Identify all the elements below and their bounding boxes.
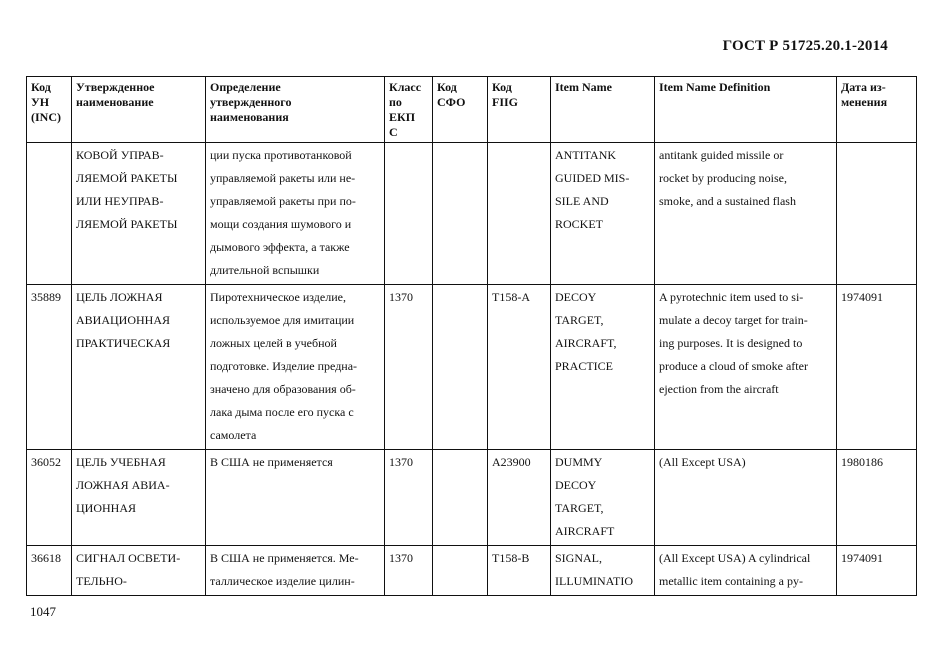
cell-text-line: ing purposes. It is designed to [659, 336, 803, 350]
header-text-line: наименование [76, 95, 154, 109]
table-row [27, 285, 917, 450]
cell-text-line: таллическое изделие цилин- [210, 574, 355, 588]
definition-cell [206, 450, 385, 546]
cell-text-line: antitank guided missile or [659, 148, 784, 162]
item-name-cell [551, 450, 655, 546]
cell-text-line: 36052 [31, 455, 61, 469]
definition-cell [206, 546, 385, 596]
cell-text-line: управляемой ракеты или не- [210, 171, 356, 185]
cell-text-line: длительной вспышки [210, 263, 320, 277]
cell-text-line: Пиротехническое изделие, [210, 290, 346, 304]
cell-text-line: ЦИОННАЯ [76, 501, 136, 515]
item-definition-cell [655, 143, 837, 285]
cell-text-line: 1370 [389, 290, 413, 304]
page-number: 1047 [30, 604, 56, 619]
header-text-line: менения [841, 95, 888, 109]
definition-cell [206, 285, 385, 450]
inc-code-cell [27, 546, 72, 596]
header-text-line: утвержденного [210, 95, 292, 109]
ekps-class-cell [385, 450, 433, 546]
cell-text-line: ИЛИ НЕУПРАВ- [76, 194, 164, 208]
fiig-code-cell [488, 546, 551, 596]
header-approved-name [72, 77, 206, 143]
cell-text-line: 36618 [31, 551, 61, 565]
header-text-line: Код [492, 80, 512, 94]
header-item-name [551, 77, 655, 143]
cell-text-line: A23900 [492, 455, 531, 469]
header-text-line: Item Name [555, 80, 612, 94]
cell-text-line: ции пуска противотанковой [210, 148, 352, 162]
header-change-date [837, 77, 917, 143]
approved-name-cell [72, 450, 206, 546]
cell-text-line: TARGET, [555, 501, 604, 515]
cell-text-line: ANTITANK [555, 148, 617, 162]
ekps-class-cell [385, 143, 433, 285]
item-name-cell [551, 546, 655, 596]
cell-text-line: ЛЯЕМОЙ РАКЕТЫ [76, 217, 178, 231]
cell-text-line: AIRCRAFT, [555, 336, 617, 350]
cell-text-line: smoke, and a sustained flash [659, 194, 796, 208]
cell-text-line: TARGET, [555, 313, 604, 327]
header-fiig-code [488, 77, 551, 143]
sfo-code-cell [433, 285, 488, 450]
cell-text-line: 1370 [389, 551, 413, 565]
cell-text-line: подготовке. Изделие предна- [210, 359, 358, 373]
cell-text-line: ложных целей в учебной [210, 336, 337, 350]
header-text-line: Код [437, 80, 457, 94]
table-header-row [27, 77, 917, 143]
header-text-line: (INC) [31, 110, 61, 124]
cell-text-line: ЦЕЛЬ ЛОЖНАЯ [76, 290, 163, 304]
header-text-line: по [389, 95, 402, 109]
cell-text-line: значено для образования об- [210, 382, 356, 396]
cell-text-line: 1980186 [841, 455, 883, 469]
cell-text-line: ejection from the aircraft [659, 382, 779, 396]
cell-text-line: SIGNAL, [555, 551, 602, 565]
item-name-cell [551, 285, 655, 450]
ekps-class-cell [385, 546, 433, 596]
table-body [27, 143, 917, 596]
header-definition [206, 77, 385, 143]
header-ekps-class [385, 77, 433, 143]
cell-text-line: AIRCRAFT [555, 524, 615, 538]
definition-cell [206, 143, 385, 285]
sfo-code-cell [433, 450, 488, 546]
cell-text-line: ЛЯЕМОЙ РАКЕТЫ [76, 171, 178, 185]
approved-name-cell [72, 546, 206, 596]
header-text-line: Класс [389, 80, 422, 94]
cell-text-line: 1974091 [841, 551, 883, 565]
header-sfo-code [433, 77, 488, 143]
cell-text-line: дымового эффекта, а также [210, 240, 350, 254]
document-standard-title: ГОСТ Р 51725.20.1-2014 [722, 38, 888, 54]
cell-text-line: ROCKET [555, 217, 603, 231]
cell-text-line: DUMMY [555, 455, 603, 469]
cell-text-line: В США не применяется [210, 455, 333, 469]
cell-text-line: управляемой ракеты при по- [210, 194, 356, 208]
header-text-line: СФО [437, 95, 466, 109]
cell-text-line: A pyrotechnic item used to si- [659, 290, 804, 304]
cell-text-line: мощи создания шумового и [210, 217, 352, 231]
item-definition-cell [655, 285, 837, 450]
cell-text-line: produce a cloud of smoke after [659, 359, 808, 373]
inc-code-cell [27, 143, 72, 285]
cell-text-line: PRACTICE [555, 359, 614, 373]
fiig-code-cell [488, 450, 551, 546]
cell-text-line: (All Except USA) A cylindrical [659, 551, 811, 565]
approved-name-cell [72, 143, 206, 285]
cell-text-line: GUIDED MIS- [555, 171, 630, 185]
cell-text-line: СИГНАЛ ОСВЕТИ- [76, 551, 181, 565]
header-text-line: ЕКП [389, 110, 416, 124]
header-text-line: Item Name Definition [659, 80, 771, 94]
cell-text-line: используемое для имитации [210, 313, 355, 327]
cell-text-line: ПРАКТИЧЕСКАЯ [76, 336, 171, 350]
inc-code-cell [27, 285, 72, 450]
table-row [27, 143, 917, 285]
cell-text-line: самолета [210, 428, 257, 442]
cell-text-line: DECOY [555, 290, 597, 304]
fiig-code-cell [488, 143, 551, 285]
header-inc-code [27, 77, 72, 143]
cell-text-line: ТЕЛЬНО- [76, 574, 127, 588]
cell-text-line: T158-A [492, 290, 530, 304]
cell-text-line: ЦЕЛЬ УЧЕБНАЯ [76, 455, 166, 469]
cell-text-line: ILLUMINATIO [555, 574, 633, 588]
cell-text-line: 1974091 [841, 290, 883, 304]
cell-text-line: T158-B [492, 551, 530, 565]
header-item-definition [655, 77, 837, 143]
cell-text-line: mulate a decoy target for train- [659, 313, 808, 327]
cell-text-line: ЛОЖНАЯ АВИА- [76, 478, 170, 492]
header-text-line: FIIG [492, 95, 519, 109]
change-date-cell [837, 285, 917, 450]
approved-name-cell [72, 285, 206, 450]
table-row [27, 546, 917, 596]
cell-text-line: АВИАЦИОННАЯ [76, 313, 171, 327]
item-name-cell [551, 143, 655, 285]
change-date-cell [837, 450, 917, 546]
cell-text-line: В США не применяется. Ме- [210, 551, 359, 565]
header-text-line: Утвержденное [76, 80, 155, 94]
sfo-code-cell [433, 143, 488, 285]
cell-text-line: metallic item containing a py- [659, 574, 803, 588]
item-definition-cell [655, 450, 837, 546]
header-text-line: Дата из- [841, 80, 886, 94]
item-definition-cell [655, 546, 837, 596]
cell-text-line: SILE AND [555, 194, 609, 208]
cell-text-line: (All Except USA) [659, 455, 746, 469]
header-text-line: Определение [210, 80, 281, 94]
cell-text-line: КОВОЙ УПРАВ- [76, 148, 164, 162]
nomenclature-table [26, 76, 917, 596]
cell-text-line: лака дыма после его пуска с [210, 405, 354, 419]
header-text-line: Код [31, 80, 51, 94]
inc-code-cell [27, 450, 72, 546]
header-text-line: УН [31, 95, 50, 109]
change-date-cell [837, 546, 917, 596]
ekps-class-cell [385, 285, 433, 450]
cell-text-line: 1370 [389, 455, 413, 469]
cell-text-line: rocket by producing noise, [659, 171, 787, 185]
cell-text-line: 35889 [31, 290, 61, 304]
fiig-code-cell [488, 285, 551, 450]
cell-text-line: DECOY [555, 478, 597, 492]
change-date-cell [837, 143, 917, 285]
header-text-line: С [389, 125, 398, 139]
sfo-code-cell [433, 546, 488, 596]
header-text-line: наименования [210, 110, 289, 124]
table-row [27, 450, 917, 546]
